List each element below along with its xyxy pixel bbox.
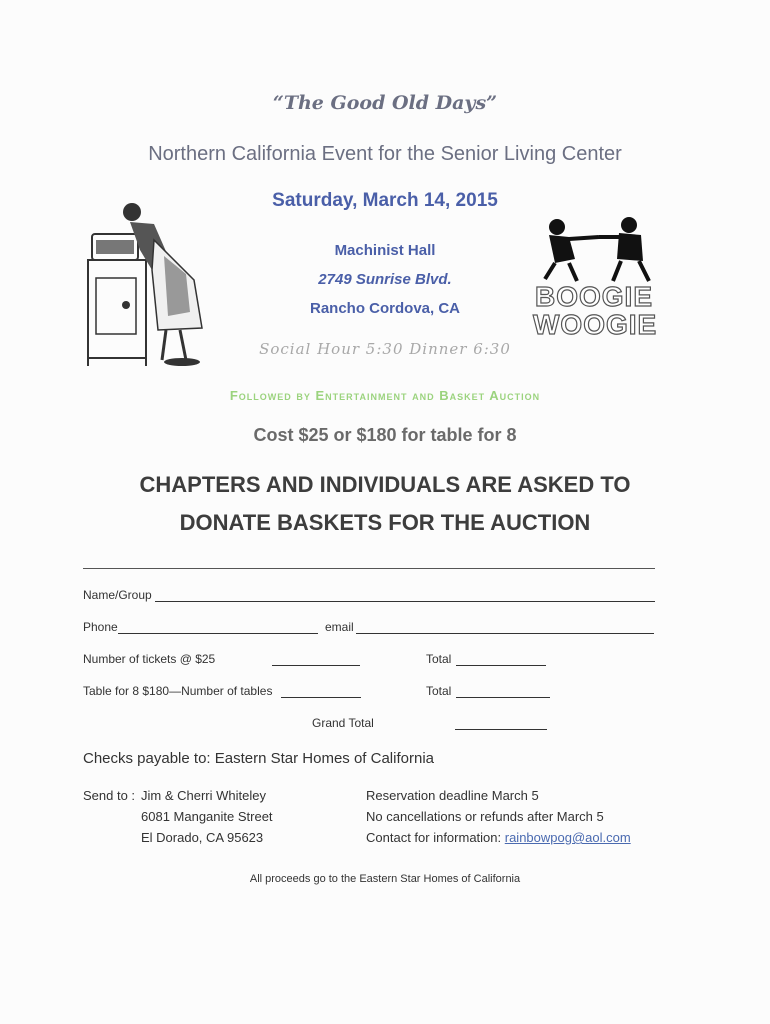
name-group-field[interactable] (155, 588, 655, 602)
tickets-count-field[interactable] (272, 652, 360, 666)
table-count-field[interactable] (281, 684, 361, 698)
table-label: Table for 8 $180—Number of tables (83, 684, 273, 698)
refund-policy: No cancellations or refunds after March 5 (366, 809, 604, 824)
email-field[interactable] (356, 620, 654, 634)
tickets-total-label: Total (426, 652, 452, 666)
table-total-field[interactable] (456, 684, 550, 698)
cost-text: Cost $25 or $180 for table for 8 (253, 425, 517, 445)
venue-name: Machinist Hall (334, 242, 436, 259)
event-times: Social Hour 5:30 Dinner 6:30 (259, 340, 511, 358)
proceeds-note: All proceeds go to the Eastern Star Homes of California (249, 873, 521, 885)
venue-street: 2749 Sunrise Blvd. (318, 271, 452, 288)
boogie-text: BOOGIE (535, 281, 654, 312)
send-to-address (141, 785, 273, 848)
table-total-label: Total (426, 684, 452, 698)
dancing-couple-icon (525, 215, 665, 285)
headline (0, 466, 770, 542)
contact-line (366, 827, 631, 848)
woman-at-stove-icon (82, 200, 212, 370)
event-date: Saturday, March 14, 2015 (272, 190, 498, 211)
headline-line-1: CHAPTERS AND INDIVIDUALS ARE ASKED TO (139, 472, 631, 497)
tagline: “The Good Old Days” (272, 92, 498, 114)
reservation-deadline: Reservation deadline March 5 (366, 788, 539, 803)
checks-payable-text: Checks payable to: Eastern Star Homes of California (83, 750, 434, 767)
send-to-name: Jim & Cherri Whiteley (141, 788, 266, 803)
followed-by-text: Followed by Entertainment and Basket Auction (229, 388, 541, 403)
phone-label: Phone (83, 620, 118, 634)
send-to-city: El Dorado, CA 95623 (141, 830, 264, 845)
boogie-woogie-art (505, 215, 685, 345)
send-to-label: Send to : (83, 788, 136, 803)
info-block (366, 785, 631, 848)
divider (83, 568, 655, 569)
grand-total-field[interactable] (455, 716, 547, 730)
contact-email-link[interactable]: rainbowpog@aol.com (504, 830, 631, 845)
headline-line-2: DONATE BASKETS FOR THE AUCTION (179, 510, 591, 535)
phone-field[interactable] (118, 620, 318, 634)
venue-city: Rancho Cordova, CA (309, 300, 460, 317)
tickets-total-field[interactable] (456, 652, 546, 666)
event-subtitle: Northern California Event for the Senior Living Center (148, 143, 622, 165)
email-label: email (325, 620, 354, 634)
name-group-label: Name/Group (83, 588, 152, 602)
woogie-text: WOOGIE (533, 309, 658, 340)
grand-total-label: Grand Total (312, 716, 374, 730)
tickets-label: Number of tickets @ $25 (83, 652, 216, 666)
contact-label: Contact for information: (366, 830, 502, 845)
send-to-street: 6081 Manganite Street (141, 809, 273, 824)
